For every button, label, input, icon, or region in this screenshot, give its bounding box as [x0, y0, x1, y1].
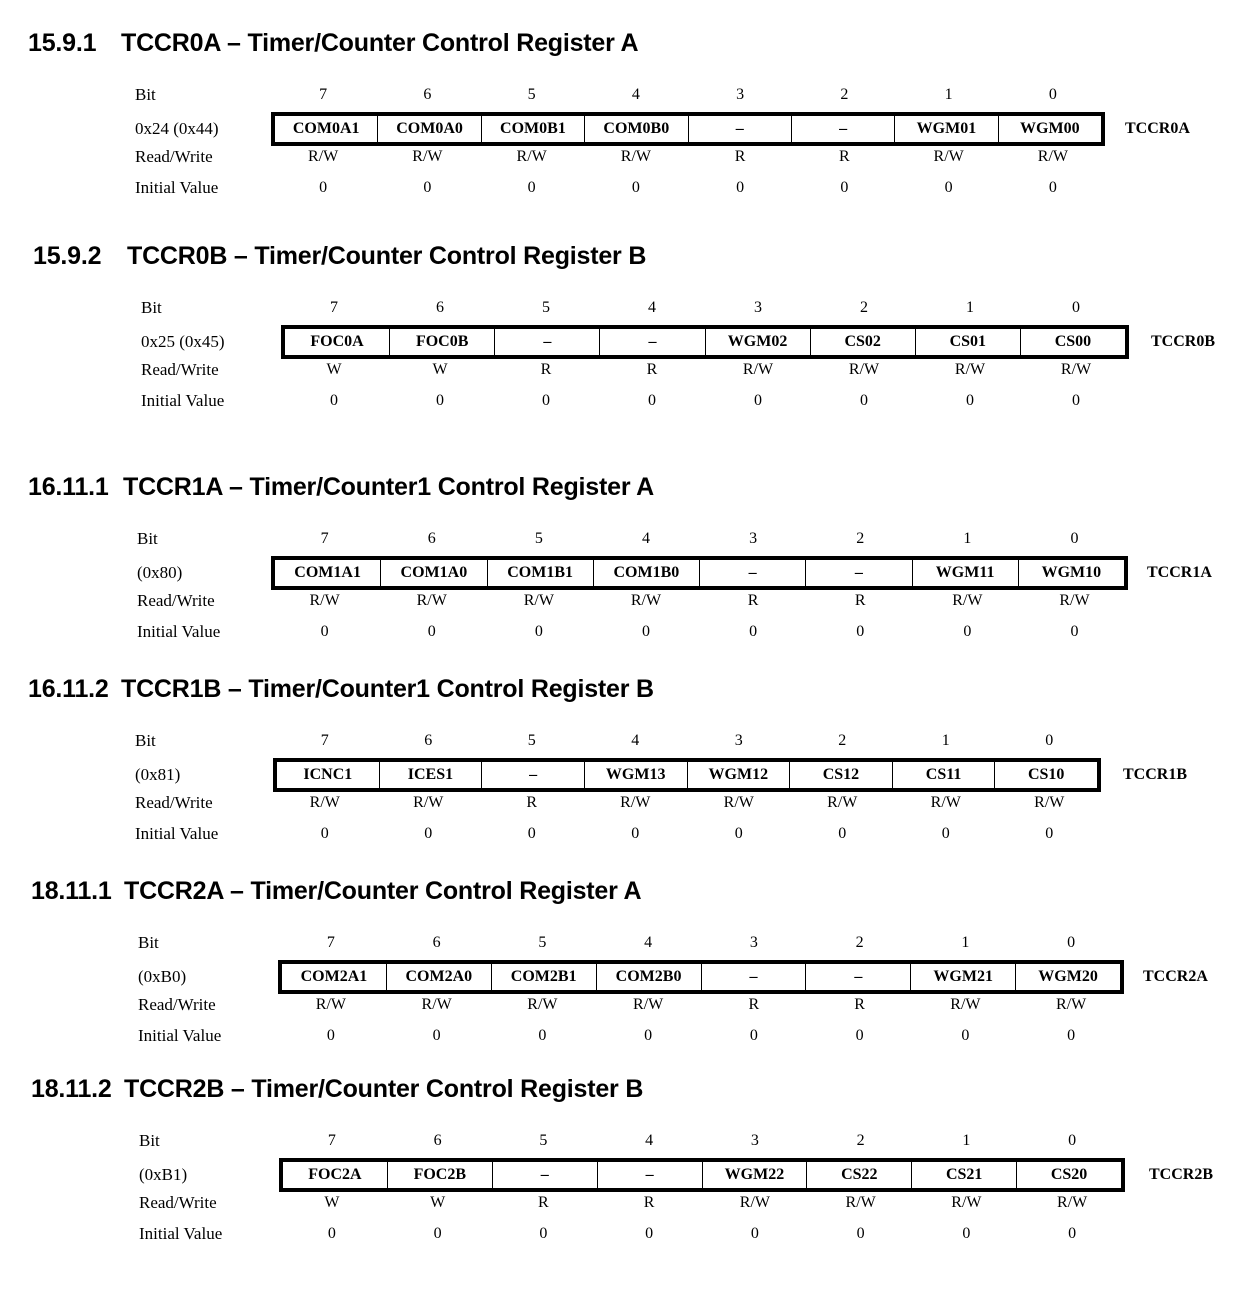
- section-number: 16.11.1: [28, 473, 109, 501]
- bit-number: 0: [1067, 934, 1076, 951]
- bit-field: COM1B1: [488, 560, 594, 586]
- access-mode: R/W: [527, 996, 558, 1013]
- bit-field: ICES1: [380, 762, 483, 788]
- bit-row-cells: [279, 1127, 1125, 1155]
- access-mode: R: [646, 361, 658, 378]
- bit-field: WGM20: [1038, 968, 1098, 985]
- section-title: TCCR2B – Timer/Counter Control Register B: [124, 1075, 644, 1103]
- bit-number: 1: [944, 86, 953, 103]
- initial-value: 0: [320, 825, 329, 842]
- bit-field: COM1A1: [275, 560, 381, 586]
- initial-value: 0: [1048, 179, 1057, 196]
- row-label: Bit: [137, 529, 158, 548]
- access-mode: R/W: [421, 996, 452, 1013]
- initial-value: 0: [432, 1027, 441, 1044]
- bit-number: 0: [1045, 732, 1054, 749]
- access-mode: R: [734, 148, 746, 165]
- section-heading: [28, 472, 654, 502]
- bit-field: –: [495, 329, 600, 355]
- section-heading: [33, 241, 646, 271]
- bit-number: 7: [326, 934, 335, 951]
- bit-field: CS01: [916, 329, 1021, 355]
- bit-field: –: [700, 560, 806, 586]
- register-address: (0x80): [137, 563, 183, 582]
- bit-row: [0, 929, 1248, 957]
- bit-field: FOC0A: [285, 329, 390, 355]
- row-label: Read/Write: [135, 793, 213, 812]
- initial-value: 0: [856, 1225, 865, 1242]
- initial-value-row-cells: [281, 387, 1129, 415]
- bit-number: 0: [1070, 530, 1079, 547]
- register-section: [0, 28, 1248, 228]
- initial-value: 0: [423, 179, 432, 196]
- access-mode: R: [540, 361, 552, 378]
- bit-field: CS02: [811, 329, 916, 355]
- initial-value: 0: [542, 392, 550, 409]
- bit-field: WGM10: [1041, 564, 1102, 581]
- initial-value: 0: [644, 1027, 653, 1044]
- bit-field: COM2A1: [282, 964, 387, 990]
- bit-number: 7: [330, 299, 338, 316]
- access-mode: R/W: [308, 148, 339, 165]
- initial-value: 0: [941, 825, 950, 842]
- access-mode: R/W: [633, 996, 664, 1013]
- access-mode: R/W: [630, 592, 662, 609]
- initial-value: 0: [631, 179, 640, 196]
- bit-number: 6: [436, 299, 444, 316]
- register-address: (0xB1): [139, 1165, 188, 1184]
- bit-number: 3: [754, 299, 762, 316]
- initial-value: 0: [1070, 623, 1079, 640]
- bit-field: COM0B1: [482, 116, 585, 142]
- register-bit-box: [278, 960, 1124, 994]
- bit-field: WGM11: [913, 560, 1019, 586]
- bit-number: 2: [860, 299, 868, 316]
- row-label: Bit: [135, 85, 156, 104]
- register-name: TCCR0A: [1125, 120, 1190, 137]
- section-heading: [28, 674, 654, 704]
- access-mode: R/W: [952, 592, 983, 609]
- register-bit-box: [271, 112, 1105, 146]
- row-label: Bit: [141, 298, 162, 317]
- access-mode: R/W: [523, 592, 554, 609]
- register-diagram: [0, 1127, 1248, 1297]
- access-mode: R/W: [309, 592, 340, 609]
- access-mode: R/W: [742, 361, 774, 378]
- register-section: [0, 1074, 1248, 1274]
- access-mode: R/W: [845, 1194, 876, 1211]
- bit-field: –: [702, 964, 807, 990]
- bit-field: –: [689, 116, 792, 142]
- initial-value-row: [0, 387, 1248, 415]
- bit-field: –: [600, 329, 705, 355]
- row-label: Initial Value: [138, 1026, 222, 1045]
- bit-field: WGM22: [703, 1162, 808, 1188]
- initial-value: 0: [641, 623, 650, 640]
- bit-field: COM1B0: [594, 560, 700, 586]
- read-write-row-cells: [271, 587, 1128, 615]
- bit-field: WGM00: [1020, 120, 1080, 137]
- row-label: Read/Write: [138, 995, 216, 1014]
- section-title: TCCR2A – Timer/Counter Control Register A: [124, 877, 642, 905]
- bit-field: COM2A0: [387, 964, 492, 990]
- address-row: [0, 758, 1248, 792]
- bit-field: COM0A0: [378, 116, 481, 142]
- access-mode: R/W: [723, 794, 754, 811]
- bit-row: [0, 294, 1248, 322]
- initial-value: 0: [648, 392, 656, 409]
- bit-field: CS20: [1050, 1166, 1088, 1183]
- access-mode: R/W: [412, 148, 443, 165]
- initial-value-row: [0, 174, 1248, 202]
- access-mode: R/W: [413, 794, 444, 811]
- bit-field: CS00: [1054, 333, 1092, 350]
- section-number: 16.11.2: [28, 675, 109, 703]
- row-label: Read/Write: [135, 147, 213, 166]
- row-label: Initial Value: [139, 1224, 223, 1243]
- bit-number: 4: [645, 1132, 654, 1149]
- initial-value: 0: [1067, 1027, 1076, 1044]
- bit-row-cells: [273, 727, 1101, 755]
- bit-number: 6: [423, 86, 432, 103]
- initial-value: 0: [433, 1225, 442, 1242]
- register-section: [0, 241, 1248, 441]
- address-row: [0, 112, 1248, 146]
- register-section: [0, 674, 1248, 874]
- access-mode: W: [324, 1194, 340, 1211]
- initial-value: 0: [855, 1027, 864, 1044]
- bit-number: 5: [527, 732, 536, 749]
- bit-number: 4: [631, 86, 640, 103]
- bit-number: 5: [542, 299, 550, 316]
- bit-field: CS21: [912, 1162, 1017, 1188]
- bit-row-cells: [271, 81, 1105, 109]
- initial-value: 0: [963, 623, 972, 640]
- row-label: Initial Value: [135, 178, 219, 197]
- initial-value: 0: [961, 1027, 970, 1044]
- initial-value: 0: [966, 392, 974, 409]
- register-diagram: [0, 525, 1248, 695]
- initial-value: 0: [534, 623, 543, 640]
- register-section: [0, 876, 1248, 1076]
- row-label: Initial Value: [135, 824, 219, 843]
- register-bit-box: [271, 556, 1128, 590]
- access-mode: R/W: [1060, 361, 1092, 378]
- bit-number: 2: [838, 732, 847, 749]
- register-bit-box: [279, 1158, 1125, 1192]
- access-mode: R/W: [516, 148, 547, 165]
- initial-value-row: [0, 820, 1248, 848]
- bit-number: 3: [736, 86, 745, 103]
- bit-number: 2: [840, 86, 849, 103]
- access-mode: R/W: [848, 361, 880, 378]
- initial-value: 0: [944, 179, 953, 196]
- bit-number: 4: [644, 934, 653, 951]
- bit-row: [0, 727, 1248, 755]
- initial-value: 0: [750, 1225, 759, 1242]
- bit-field: COM1A0: [381, 560, 487, 586]
- access-mode: R: [526, 794, 538, 811]
- bit-number: 3: [734, 732, 743, 749]
- bit-number: 3: [749, 530, 758, 547]
- initial-value: 0: [736, 179, 745, 196]
- access-mode: R/W: [951, 1194, 982, 1211]
- bit-field: CS11: [893, 762, 996, 788]
- read-write-row: [0, 789, 1248, 817]
- register-address: 0x24 (0x44): [135, 119, 219, 138]
- initial-value: 0: [319, 179, 328, 196]
- read-write-row: [0, 1189, 1248, 1217]
- initial-value: 0: [527, 179, 536, 196]
- register-bit-box: [281, 325, 1129, 359]
- initial-value: 0: [860, 392, 868, 409]
- section-number: 15.9.1: [28, 29, 97, 57]
- bit-field: FOC0B: [390, 329, 495, 355]
- access-mode: R/W: [1059, 592, 1090, 609]
- bit-number: 6: [432, 934, 441, 951]
- row-label: Initial Value: [137, 622, 221, 641]
- initial-value: 0: [427, 623, 436, 640]
- access-mode: R/W: [954, 361, 986, 378]
- bit-field: FOC2A: [283, 1162, 388, 1188]
- read-write-row-cells: [278, 991, 1124, 1019]
- read-write-row: [0, 356, 1248, 384]
- bit-number: 7: [319, 86, 328, 103]
- section-number: 18.11.2: [31, 1075, 112, 1103]
- bit-field: COM2B0: [597, 964, 702, 990]
- register-bit-box: [273, 758, 1101, 792]
- register-diagram: [0, 294, 1248, 464]
- section-heading: [28, 28, 638, 58]
- access-mode: R: [538, 1194, 549, 1211]
- bit-row: [0, 1127, 1248, 1155]
- access-mode: R/W: [1034, 794, 1065, 811]
- bit-number: 7: [320, 732, 329, 749]
- bit-number: 4: [631, 732, 640, 749]
- initial-value: 0: [527, 825, 536, 842]
- bit-number: 7: [320, 530, 329, 547]
- access-mode: W: [432, 361, 448, 378]
- address-row: [0, 325, 1248, 359]
- access-mode: R/W: [1037, 148, 1068, 165]
- register-address: 0x25 (0x45): [141, 332, 225, 351]
- initial-value: 0: [962, 1225, 971, 1242]
- access-mode: R/W: [739, 1194, 770, 1211]
- bit-number: 6: [433, 1132, 442, 1149]
- access-mode: R: [854, 996, 865, 1013]
- bit-field: –: [806, 560, 912, 586]
- register-diagram: [0, 727, 1248, 897]
- access-mode: R/W: [930, 794, 961, 811]
- access-mode: R/W: [620, 794, 651, 811]
- access-mode: W: [430, 1194, 446, 1211]
- initial-value: 0: [1045, 825, 1054, 842]
- initial-value: 0: [631, 825, 640, 842]
- initial-value: 0: [856, 623, 865, 640]
- register-name: TCCR0B: [1151, 333, 1216, 350]
- section-number: 15.9.2: [33, 242, 102, 270]
- bit-number: 6: [427, 530, 436, 547]
- bit-number: 0: [1048, 86, 1057, 103]
- bit-field: CS10: [1027, 766, 1065, 783]
- bit-row: [0, 81, 1248, 109]
- bit-row-cells: [281, 294, 1129, 322]
- bit-number: 1: [966, 299, 974, 316]
- bit-row-cells: [271, 525, 1128, 553]
- register-diagram: [0, 81, 1248, 251]
- access-mode: R: [839, 148, 850, 165]
- initial-value: 0: [645, 1225, 654, 1242]
- bit-number: 5: [538, 934, 547, 951]
- bit-number: 6: [424, 732, 433, 749]
- row-label: Initial Value: [141, 391, 225, 410]
- bit-number: 4: [641, 530, 650, 547]
- initial-value: 0: [1072, 392, 1080, 409]
- register-name: TCCR1B: [1123, 766, 1188, 783]
- initial-value-row: [0, 618, 1248, 646]
- address-row: [0, 1158, 1248, 1192]
- access-mode: R/W: [315, 996, 346, 1013]
- read-write-row: [0, 991, 1248, 1019]
- initial-value: 0: [749, 623, 758, 640]
- access-mode: R: [854, 592, 866, 609]
- initial-value: 0: [734, 825, 743, 842]
- bit-number: 1: [963, 530, 972, 547]
- section-title: TCCR0B – Timer/Counter Control Register B: [127, 242, 647, 270]
- read-write-row-cells: [273, 789, 1101, 817]
- bit-field: WGM12: [688, 762, 791, 788]
- address-row: [0, 556, 1248, 590]
- register-name: TCCR2B: [1149, 1166, 1214, 1183]
- row-label: Read/Write: [139, 1193, 217, 1212]
- initial-value: 0: [320, 623, 329, 640]
- access-mode: R/W: [1056, 996, 1087, 1013]
- initial-value: 0: [538, 1027, 547, 1044]
- section-title: TCCR1A – Timer/Counter1 Control Register A: [123, 473, 655, 501]
- initial-value: 0: [754, 392, 762, 409]
- row-label: Bit: [139, 1131, 160, 1150]
- register-section: [0, 472, 1248, 672]
- read-write-row-cells: [281, 356, 1129, 384]
- read-write-row-cells: [279, 1189, 1125, 1217]
- section-title: TCCR1B – Timer/Counter1 Control Register B: [121, 675, 654, 703]
- initial-value-row-cells: [271, 618, 1128, 646]
- row-label: Read/Write: [137, 591, 215, 610]
- bit-number: 5: [534, 530, 543, 547]
- initial-value: 0: [539, 1225, 548, 1242]
- bit-field: WGM21: [911, 964, 1016, 990]
- access-mode: R/W: [309, 794, 340, 811]
- section-heading: [31, 1074, 643, 1104]
- bit-number: 4: [648, 299, 656, 316]
- bit-field: WGM01: [895, 116, 998, 142]
- row-label: Read/Write: [141, 360, 219, 379]
- bit-number: 2: [856, 530, 865, 547]
- read-write-row: [0, 587, 1248, 615]
- row-label: Bit: [138, 933, 159, 952]
- bit-number: 3: [749, 934, 758, 951]
- bit-field: COM0A1: [275, 116, 378, 142]
- access-mode: R/W: [933, 148, 964, 165]
- bit-number: 2: [855, 934, 864, 951]
- bit-field: –: [598, 1162, 703, 1188]
- bit-field: COM2B1: [492, 964, 597, 990]
- access-mode: R: [747, 592, 759, 609]
- bit-field: CS12: [790, 762, 893, 788]
- bit-field: CS22: [807, 1162, 912, 1188]
- bit-row-cells: [278, 929, 1124, 957]
- access-mode: R/W: [416, 592, 447, 609]
- access-mode: R/W: [827, 794, 858, 811]
- address-row: [0, 960, 1248, 994]
- access-mode: R/W: [1057, 1194, 1088, 1211]
- initial-value: 0: [1068, 1225, 1077, 1242]
- initial-value: 0: [330, 392, 338, 409]
- register-name: TCCR1A: [1147, 564, 1212, 581]
- bit-number: 1: [941, 732, 950, 749]
- bit-number: 1: [961, 934, 970, 951]
- bit-number: 5: [539, 1132, 548, 1149]
- bit-number: 5: [527, 86, 536, 103]
- bit-field: –: [792, 116, 895, 142]
- access-mode: R/W: [950, 996, 981, 1013]
- bit-field: –: [806, 964, 911, 990]
- bit-number: 1: [962, 1132, 971, 1149]
- register-address: (0x81): [135, 765, 181, 784]
- initial-value: 0: [326, 1027, 335, 1044]
- bit-field: WGM02: [706, 329, 811, 355]
- bit-number: 0: [1068, 1132, 1077, 1149]
- access-mode: R: [748, 996, 760, 1013]
- register-name: TCCR2A: [1143, 968, 1208, 985]
- section-number: 18.11.1: [31, 877, 112, 905]
- initial-value: 0: [838, 825, 847, 842]
- bit-row: [0, 525, 1248, 553]
- bit-field: –: [482, 762, 585, 788]
- initial-value-row-cells: [279, 1220, 1125, 1248]
- bit-number: 2: [856, 1132, 865, 1149]
- initial-value: 0: [424, 825, 433, 842]
- section-heading: [31, 876, 641, 906]
- bit-number: 0: [1072, 299, 1080, 316]
- bit-field: FOC2B: [388, 1162, 493, 1188]
- initial-value-row: [0, 1220, 1248, 1248]
- initial-value: 0: [840, 179, 849, 196]
- initial-value-row: [0, 1022, 1248, 1050]
- bit-field: WGM13: [585, 762, 688, 788]
- bit-number: 3: [750, 1132, 759, 1149]
- initial-value-row-cells: [278, 1022, 1124, 1050]
- bit-field: COM0B0: [585, 116, 688, 142]
- read-write-row: [0, 143, 1248, 171]
- initial-value-row-cells: [273, 820, 1101, 848]
- register-address: (0xB0): [138, 967, 187, 986]
- bit-number: 7: [327, 1132, 336, 1149]
- initial-value: 0: [436, 392, 444, 409]
- access-mode: W: [326, 361, 342, 378]
- initial-value-row-cells: [271, 174, 1105, 202]
- initial-value: 0: [749, 1027, 758, 1044]
- access-mode: R: [643, 1194, 655, 1211]
- access-mode: R/W: [620, 148, 651, 165]
- bit-field: –: [493, 1162, 598, 1188]
- initial-value: 0: [327, 1225, 336, 1242]
- read-write-row-cells: [271, 143, 1105, 171]
- row-label: Bit: [135, 731, 156, 750]
- section-title: TCCR0A – Timer/Counter Control Register A: [121, 29, 639, 57]
- bit-field: ICNC1: [277, 762, 380, 788]
